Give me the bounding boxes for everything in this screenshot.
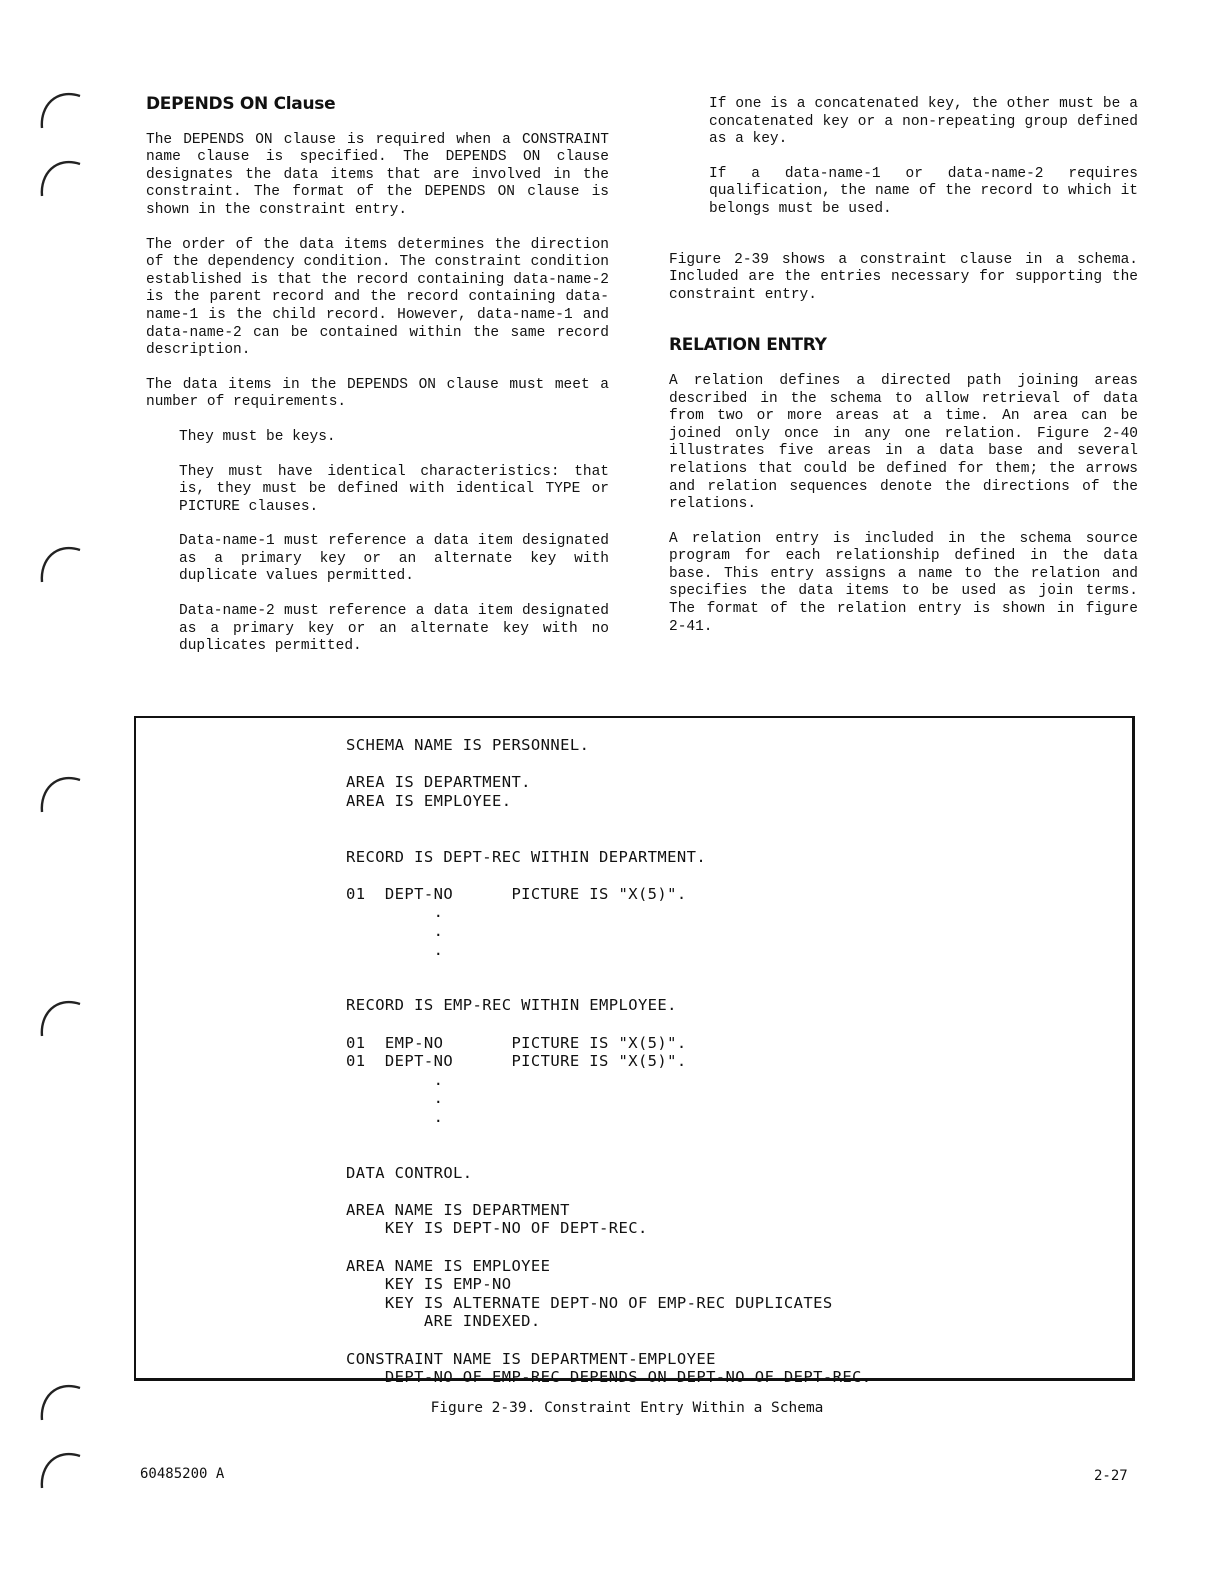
binder-hole-icon xyxy=(36,84,84,132)
page-number: 2-27 xyxy=(1094,1468,1128,1484)
paragraph: A relation defines a directed path joining areas described in the schema to allow retrieval of data from two or more areas at a time. An area can be joined only once in any one relation. Figure 2-40 illustrates five areas in a data base and several relations that could be defined for them; the arrows and relation sequences denote the directions of the relations. xyxy=(669,372,1138,513)
paragraph: The order of the data items determines the direction of the dependency condition. The constraint condition established is that the record containing data-name-2 is the parent record and the record containing data-name-1 is the child record. However, data-name-1 and data-name-2 can be contained within the same record description. xyxy=(146,236,609,359)
requirement-item: If one is a concatenated key, the other must be a concatenated key or a non-repeating group defined as a key. xyxy=(709,96,1138,148)
binder-hole-icon xyxy=(36,768,84,816)
section-heading-depends-on: DEPENDS ON Clause xyxy=(146,94,336,114)
schema-code-listing: SCHEMA NAME IS PERSONNEL. AREA IS DEPARTMENT. AREA IS EMPLOYEE. RECORD IS DEPT-REC WITHIN DEPARTMENT. 01 DEPT-NO PICTURE IS "X(5)". . . . RECORD IS EMP-REC WITHIN EMPLOYEE. 01 EMP-NO PICTURE IS "X(5)". 01 DEPT-NO PICTURE IS "X(5)". . . . DATA CONTROL. AREA NAME IS DEPARTMENT KEY IS DEPT-NO OF DEPT-REC. AREA NAME IS EMPLOYEE KEY IS EMP-NO KEY IS ALTERNATE DEPT-NO OF EMP-REC DUPLICATES ARE INDEXED. CONSTRAINT NAME IS DEPARTMENT-EMPLOYEE DEPT-NO OF EMP-REC DEPENDS ON DEPT-NO OF DEPT-REC. xyxy=(346,736,872,1387)
section-heading-relation-entry: RELATION ENTRY xyxy=(669,335,827,356)
requirement-item: They must be keys. xyxy=(179,428,336,445)
binder-hole-icon xyxy=(36,152,84,200)
requirement-item: Data-name-1 must reference a data item designated as a primary key or an alternate key with duplicate values permitted. xyxy=(179,533,609,585)
paragraph: The DEPENDS ON clause is required when a CONSTRAINT name clause is specified. The DEPENDS ON clause designates the data items that are involved in the constraint. The format of the DEPENDS ON clause is shown in the constraint entry. xyxy=(146,131,609,218)
requirement-item: They must have identical characteristics: that is, they must be defined with identical TYPE or PICTURE clauses. xyxy=(179,463,609,515)
binder-hole-icon xyxy=(36,1444,84,1492)
binder-hole-icon xyxy=(36,538,84,586)
figure-reference-paragraph: Figure 2-39 shows a constraint clause in a schema. Included are the entries necessary for supporting the constraint entry. xyxy=(669,251,1138,303)
requirement-item: If a data-name-1 or data-name-2 requires qualification, the name of the record to which it belongs must be used. xyxy=(709,165,1138,217)
right-column xyxy=(669,96,1138,653)
document-number: 60485200 A xyxy=(140,1466,225,1482)
paragraph: The data items in the DEPENDS ON clause must meet a number of requirements. xyxy=(146,376,609,411)
paragraph: A relation entry is included in the schema source program for each relationship defined in the data base. This entry assigns a name to the relation and specifies the data items to be used as join terms. The format of the relation entry is shown in figure 2-41. xyxy=(669,530,1138,635)
requirement-item: Data-name-2 must reference a data item designated as a primary key or an alternate key with no duplicates permitted. xyxy=(179,603,609,655)
left-column xyxy=(146,96,609,673)
figure-caption: Figure 2-39. Constraint Entry Within a Schema xyxy=(430,1400,824,1416)
binder-hole-icon xyxy=(36,992,84,1040)
